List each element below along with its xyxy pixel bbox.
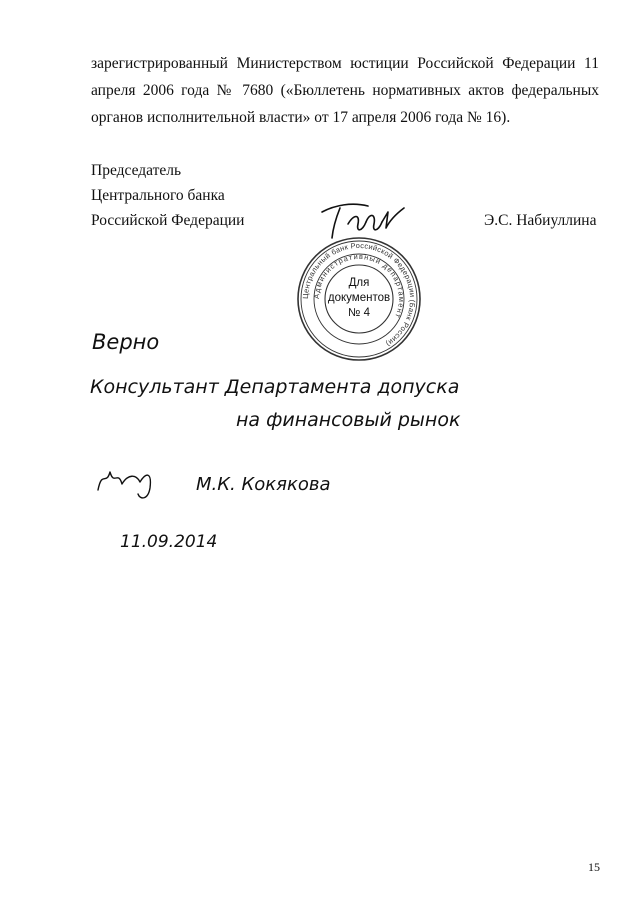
signatory-name: Э.С. Набиуллина bbox=[484, 212, 597, 229]
seal-ring-text-outer: Центральный банк Российской Федерации (Банк России) bbox=[300, 240, 418, 349]
consultant-signature bbox=[98, 472, 150, 498]
handwritten-line-4: М.К. Кокякова bbox=[196, 474, 331, 495]
body-text bbox=[91, 50, 599, 131]
body-text-line-1: зарегистрированный Министерством юстиции Российской Федерации 11 bbox=[91, 55, 599, 72]
signatory-title bbox=[91, 158, 244, 233]
handwritten-line-2: Консультант Департамента допуска bbox=[90, 376, 460, 398]
signatory-title-line-2: Центрального банка bbox=[91, 187, 225, 204]
handwritten-date: 11.09.2014 bbox=[120, 532, 218, 552]
body-text-line-3: органов исполнительной власти» от 17 апреля 2006 года № 16). bbox=[91, 109, 511, 126]
official-seal bbox=[296, 236, 422, 362]
seal-center-line-2: документов bbox=[327, 292, 391, 304]
signatory-title-line-3: Российской Федерации bbox=[91, 212, 245, 229]
seal-ring-text-inner: Административный департамент bbox=[311, 251, 407, 321]
seal-center-line-3: № 4 bbox=[348, 307, 370, 319]
handwritten-line-3: на финансовый рынок bbox=[236, 409, 461, 431]
body-text-line-2: апреля 2006 года № 7680 («Бюллетень нормативных актов федеральных bbox=[91, 82, 599, 99]
page-number: 15 bbox=[588, 860, 600, 874]
handwritten-line-1: Верно bbox=[92, 330, 160, 354]
signatory-title-line-1: Председатель bbox=[91, 162, 182, 179]
seal-center-line-1: Для bbox=[348, 277, 370, 289]
